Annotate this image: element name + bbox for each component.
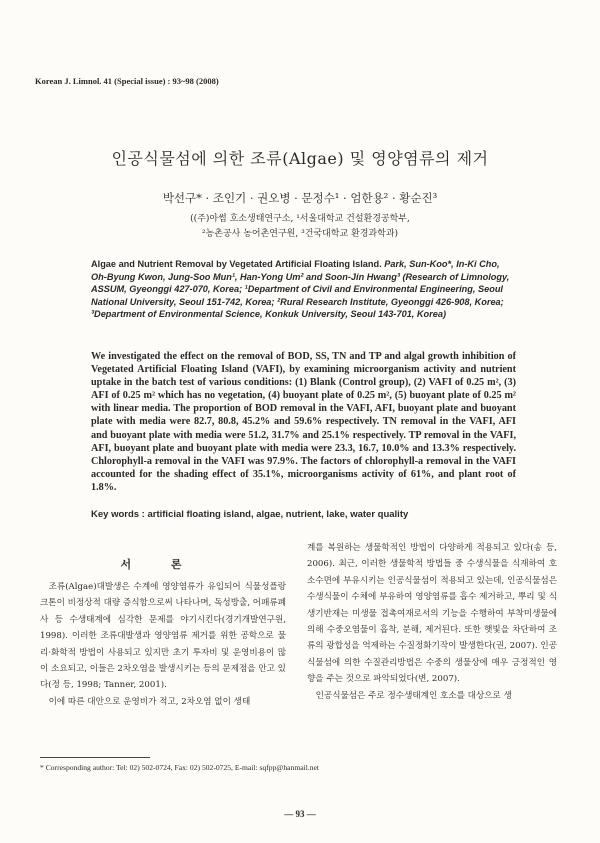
paragraph: 이에 따른 대안으로 운영비가 적고, 2차오염 없이 생태 xyxy=(48,696,251,707)
affiliation-line: ((주)아썸 호소생태연구소, ¹서울대학교 건설환경공학부, xyxy=(190,214,410,224)
right-column-text xyxy=(307,540,557,704)
paper-title: 인공식물섬에 의한 조류(Algae) 및 영양염류의 제거 xyxy=(111,149,489,168)
keywords: Key words : artificial floating island, algae, nutrient, lake, water quality xyxy=(91,509,409,520)
footnote-divider xyxy=(40,757,150,758)
english-title-block xyxy=(91,258,516,321)
paragraph: 인공식물섬은 주로 정수생태계인 호소를 대상으로 생 xyxy=(315,690,512,701)
affiliation-line: ²농촌공사 농어촌연구원, ³건국대학교 환경과학과) xyxy=(201,229,399,239)
left-column-text xyxy=(40,579,286,710)
journal-citation: Korean J. Limnol. 41 (Special issue) : 93~98 (2008) xyxy=(35,76,219,86)
affiliations xyxy=(0,212,600,242)
paragraph: 조류(Algae)대발생은 수계에 영양염류가 유입되어 식물성플랑크톤이 비정상적 대량 증식함으로써 나타나며, 독성방출, 어패류폐사 등 수생태계에 심각한 문제를 야기시킨다(경기개발연구원, 1998). 이러한 조류대발생과 영양염류 제거를 위한 공학으로 물리·화학적 방법이 사용되고 있지만 초기 투자비 및 운영비용이 많이 소요되고, 이들은 2차오염을 발생시키는 등의 문제점을 안고 있다(정 등, 1998; Tanner, 2001). xyxy=(40,582,286,691)
english-authors-affiliations: Park, Sun-Koo*, In-Ki Cho, Oh-Byung Kwon, Jung-Soo Mun¹, Han-Yong Um² and Soon-Jin Hwang³ (Research of Limnology, ASSUM, Gyeonggi 427-070, Korea; ¹Department of Civil and Environmental Engineering, Seoul National University, Seoul 151-742, Korea; ²Rural Research Institute, Gyeonggi 426-908, Korea; ³Department of Environmental Science, Konkuk University, Seoul 143-701, Korea) xyxy=(91,259,510,319)
abstract: We investigated the effect on the removal of BOD, SS, TN and TP and algal growth inhibition of Vegetated Artificial Floating Island (VAFI), by examining microorganism activity and nutrient uptake in the batch test of various conditions: (1) Blank (Control group), (2) VAFI of 0.25 m², (3) AFI of 0.25 m² which has no vegetation, (4) buoyant plate of 0.25 m², (5) buoyant plate of 0.25 m² with linear media. The proportion of BOD removal in the VAFI, AFI, buoyant plate and buoyant plate with media were 82.7, 80.8, 45.2% and 59.6% respectively. TN removal in the VAFI, AFI and buoyant plate with media were 51.2, 31.7% and 25.1% respectively. TP removal in the VAFI, AFI, buoyant plate and buoyant plate with media were 23.3, 16.7, 10.0% and 13.3% respectively. Chlorophyll-a removal in the VAFI was 97.9%. The factors of chlorophyll-a removal in the VAFI accounted for the shading effect of 35.1%, microorganisms activity of 61%, and plant root of 1.8%. xyxy=(91,351,516,493)
section-heading-introduction: 서 론 xyxy=(120,558,200,571)
paragraph: 계를 복원하는 생물학적인 방법이 다양하게 적용되고 있다(송 등, 2006). 최근, 이러한 생물학적 방법들 중 수생식물을 식재하여 호소수면에 부유시키는 인공식물섬이 적용되고 있는데, 인공식물섬은 수생식물이 수체에 부유하여 영양염류를 흡수 제거하고, 뿌리 및 식생기반재는 미생물 접촉여재로서의 기능을 수행하여 부착미생물에 의해 수중오염물이 흡착, 분해, 제거된다. 또한 햇빛을 차단하여 조류의 광합성을 억제하는 수질정화기작이 발생한다(권, 2007). 인공식물섬에 의한 수질관리방법은 수중의 생물상에 매우 긍정적인 영향을 주는 것으로 파악되었다(변, 2007). xyxy=(307,543,557,685)
page-number: — 93 — xyxy=(284,809,316,819)
author-list: 박선구* · 조인기 · 권오병 · 문정수¹ · 엄한용² · 황순진³ xyxy=(162,191,438,205)
english-title: Algae and Nutrient Removal by Vegetated Artificial Floating Island. xyxy=(91,259,382,269)
footnote-corresponding-author: * Corresponding author: Tel: 02) 502-0724, Fax: 02) 502-0725, E-mail: sqfpp@hanmail.net xyxy=(40,763,320,772)
